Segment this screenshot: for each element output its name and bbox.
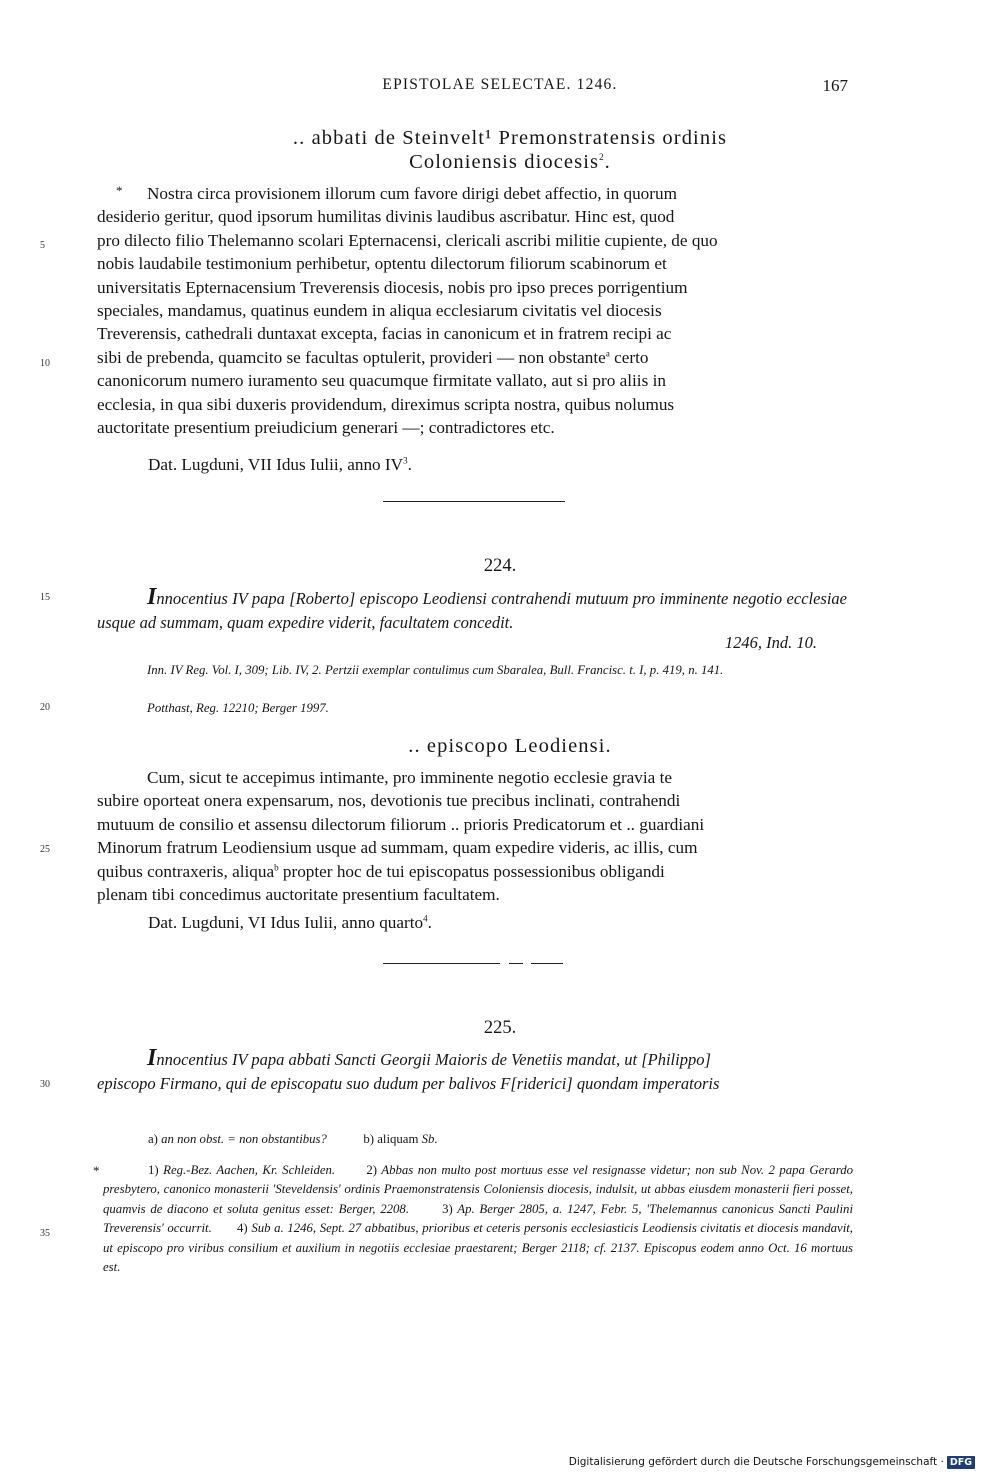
critical-apparatus xyxy=(148,1132,848,1147)
section-divider xyxy=(383,963,500,964)
asterisk-marker: * xyxy=(116,183,123,198)
body-line: subire oporteat onera expensarum, nos, devotionis tue precibus inclinati, contrahendi xyxy=(97,791,681,811)
apparatus-note: an non obst. = non obstantibus? xyxy=(161,1132,327,1146)
section-divider-dash xyxy=(509,963,523,964)
dating-clause: Dat. Lugduni, VII Idus Iulii, anno IV$^3$. xyxy=(148,455,412,474)
initial-letter: I xyxy=(147,1045,157,1071)
regest-224: Innocentius IV papa [Roberto] episcopo Leodiensi contrahendi mutuum pro imminente negotio ecclesiae usque ad summam, quam expedire viderit, facultatem concedit. xyxy=(97,584,847,632)
line-number: 20 xyxy=(40,702,50,713)
body-line: auctoritate presentium preiudicium generari —; contradictores etc. xyxy=(97,418,555,438)
line-number: 10 xyxy=(40,358,50,369)
line-number: 25 xyxy=(40,844,50,855)
apparatus-sigle: Sb. xyxy=(421,1132,438,1146)
footnote-text: Sub a. 1246, Sept. 27 abbatibus, prioribus et ceteris personis ecclesiasticis Leodiensis civitatis et diocesis mandavit, ut episcopo pro viribus consilium et auxilium in negotiis ecclesiae praestarent; Berger 2118; cf. 2137. Episcopus eodem anno Oct. 16 mortuus est. xyxy=(103,1221,854,1275)
letter-address-line2: Coloniensis diocesis$^2$. xyxy=(409,151,611,173)
body-line: plenam tibi concedimus auctoritate presentium facultatem. xyxy=(97,885,500,905)
footnote-label: 4) xyxy=(237,1221,248,1236)
apparatus-label: b) xyxy=(363,1132,375,1146)
body-line: Minorum fratrum Leodiensium usque ad summam, quam expedire videris, ac illis, cum xyxy=(97,838,698,858)
apparatus-note: aliquam xyxy=(377,1132,419,1146)
body-line: canonicorum numero iuramento seu quacumque firmitate vallato, aut si pro aliis in xyxy=(97,371,666,391)
body-line: nobis laudabile testimonium perhibetur, optentu dilectorum filiorum scabinorum et xyxy=(97,254,667,274)
running-head xyxy=(150,76,850,100)
line-number: 5 xyxy=(40,240,45,251)
body-line: Cum, sicut te accepimus intimante, pro imminente negotio ecclesie gravia te xyxy=(147,768,673,787)
body-line: sibi de prebenda, quamcito se facultas optulerit, provideri — non obstante$^a$ certo xyxy=(97,347,649,367)
dfg-logo: DFG xyxy=(947,1456,975,1469)
initial-letter: I xyxy=(147,584,157,610)
line-number: 30 xyxy=(40,1079,50,1090)
body-line: desiderio geritur, quod ipsorum humilitas divinis laudibus ascribatur. Hinc est, quod xyxy=(97,207,675,227)
document-number: 224. xyxy=(483,556,517,576)
footnote-label: 2) xyxy=(366,1163,378,1177)
body-line: ecclesia, in qua sibi duxeris providendum, direximus scripta nostra, quibus nolumus xyxy=(97,394,675,414)
footnote-label: 1) xyxy=(148,1163,159,1177)
body-line: quibus contraxeris, aliqua$^b$ propter hoc de tui episcopatus possessionibus obligandi xyxy=(97,861,665,881)
footnote-ref: 2 xyxy=(599,152,605,163)
body-line: universitatis Epternacensium Treverensis diocesis, nobis pro ipso preces porrigentium xyxy=(97,277,688,297)
regest-line: episcopo Firmano, qui de episcopatu suo dudum per balivos F[riderici] quondam imperatoris xyxy=(97,1073,720,1093)
footnote-text: Abbas non multo post mortuus esse vel resignasse videtur; non sub Nov. 2 papa Gerardo presbytero, canonico monasterii 'Steveldensis' ordinis Praemonstratensis Coloniensis diocesis, indulsit, ut abbas eiusdem monasterii fieri posset, quamvis de diacono et soluta genitus esset: Berger, 2208. xyxy=(103,1163,854,1216)
letter-address: .. episcopo Leodiensi. xyxy=(408,735,612,757)
footnote-text: Reg.-Bez. Aachen, Kr. Schleiden. xyxy=(163,1163,336,1177)
body-line: speciales, mandamus, quatinus eundem in aliqua ecclesiarum civitatis vel diocesis xyxy=(97,301,662,321)
letter-address-line1: .. abbati de Steinvelt¹ Premonstratensis ordinis xyxy=(292,127,728,149)
apparatus-ref: b xyxy=(274,861,279,872)
body-line: Treverensis, cathedrali duntaxat excepta, facias in canonicum et in fratrem recipi ac xyxy=(97,324,672,344)
regest-225 xyxy=(97,1047,847,1095)
body-line: mutuum de consilio et assensu dilectorum filiorum .. prioris Predicatorum et .. guardiani xyxy=(97,814,705,834)
body-line: Nostra circa provisionem illorum cum favore dirigi debet affectio, in quorum xyxy=(147,184,677,203)
section-divider-dash xyxy=(531,963,563,964)
footnote-label: 3) xyxy=(442,1201,453,1216)
source-citation-2: Potthast, Reg. 12210; Berger 1997. xyxy=(147,701,329,715)
credit-text: Digitalisierung gefördert durch die Deutsche Forschungsgemeinschaft · xyxy=(568,1456,944,1468)
digitization-credit xyxy=(569,1456,975,1469)
regest-date: 1246, Ind. 10. xyxy=(724,633,817,652)
footnote-ref: 4 xyxy=(423,913,428,924)
line-number: 35 xyxy=(40,1228,50,1239)
document-number: 225. xyxy=(483,1018,517,1038)
letter-body-224 xyxy=(97,766,847,906)
running-head-title: EPISTOLAE SELECTAE. 1246. xyxy=(382,76,618,93)
line-number: 15 xyxy=(40,592,50,603)
letter-body xyxy=(97,182,847,439)
footnote-text: Ap. Berger 2805, a. 1247, Febr. 5, 'Thelemannus canonicus Sancti Paulini Treverensis' occurrit. xyxy=(103,1201,853,1236)
apparatus-label: a) xyxy=(148,1132,158,1146)
regest-line: Innocentius IV papa abbati Sancti Georgii Maioris de Venetiis mandat, ut [Philippo] xyxy=(147,1045,711,1071)
source-citation: Inn. IV Reg. Vol. I, 309; Lib. IV, 2. Pertzii exemplar contulimus cum Sbaralea, Bull. Francisc. t. I, p. 419, n. 141. xyxy=(147,663,724,677)
page-number: 167 xyxy=(822,76,848,95)
apparatus-ref: a xyxy=(605,348,610,359)
asterisk-marker: * xyxy=(93,1163,100,1178)
body-line: pro dilecto filio Thelemanno scolari Epternacensi, clericali ascribi militie cupiente, de quo xyxy=(97,230,718,250)
footnote-ref: 3 xyxy=(403,455,408,466)
dating-clause: Dat. Lugduni, VI Idus Iulii, anno quarto$^4$. xyxy=(148,913,432,932)
section-divider xyxy=(383,501,565,502)
footnotes xyxy=(103,1161,853,1277)
